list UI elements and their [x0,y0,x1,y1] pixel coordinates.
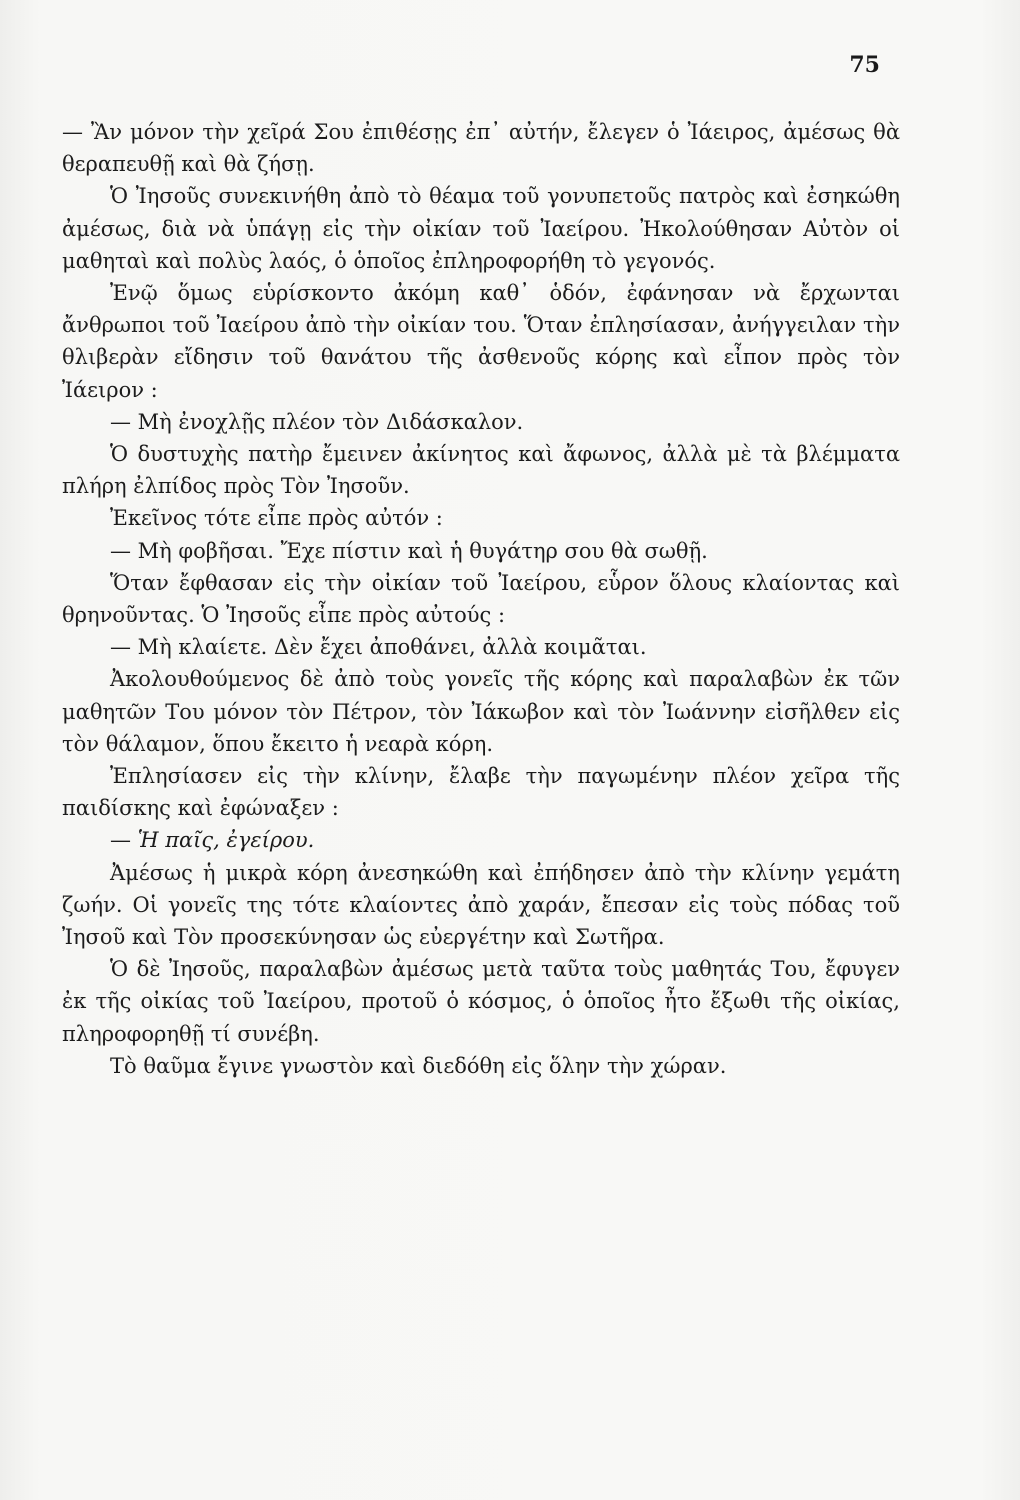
paragraph-13: Ἀμέσως ἡ μικρὰ κόρη ἀνεσηκώθη καὶ ἐπήδησεν ἀπὸ τὴν κλίνην γεμάτη ζωήν. Οἱ γονεῖς της τότε κλαίοντες ἀπὸ χαράν, ἔπεσαν εἰς τοὺς πόδας τοῦ Ἰησοῦ καὶ Τὸν προσεκύνησαν ὡς εὐεργέτην καὶ Σωτῆρα. [62,860,900,950]
dash-mark: — [110,828,131,853]
page-number: 75 [849,52,880,78]
paragraph-12 [62,824,900,856]
paragraph-6: Ἐκεῖνος τότε εἶπε πρὸς αὐτόν : [110,506,443,531]
paragraph-9: — Μὴ κλαίετε. Δὲν ἔχει ἀποθάνει, ἀλλὰ κοιμᾶται. [110,635,647,660]
paragraph-2: Ὁ Ἰησοῦς συνεκινήθη ἀπὸ τὸ θέαμα τοῦ γονυπετοῦς πατρὸς καὶ ἐσηκώθη ἀμέσως, διὰ νὰ ὑπάγῃ εἰς τὴν οἰκίαν τοῦ Ἰαείρου. Ἠκολούθησαν Αὐτὸν οἱ μαθηταὶ καὶ πολὺς λαός, ὁ ὁποῖος ἐπληροφορήθη τὸ γεγονός. [62,184,900,273]
paragraph-1: — Ἂν μόνον τὴν χεῖρά Σου ἐπιθέσῃς ἐπ᾿ αὐτήν, ἔλεγεν ὁ Ἰάειρος, ἀμέσως θὰ θεραπευθῇ καὶ θὰ ζήσῃ. [62,120,900,177]
paragraph-11: Ἐπλησίασεν εἰς τὴν κλίνην, ἔλαβε τὴν παγωμένην πλέον χεῖρα τῆς παιδίσκης καὶ ἐφώναξεν : [62,764,900,821]
paragraph-4: — Μὴ ἐνοχλῇς πλέον τὸν Διδάσκαλον. [110,409,524,434]
paragraph-3: Ἐνῷ ὅμως εὑρίσκοντο ἀκόμη καθ᾿ ὁδόν, ἐφάνησαν νὰ ἔρχωνται ἄνθρωποι τοῦ Ἰαείρου ἀπὸ τὴν οἰκίαν του. Ὅταν ἐπλησίασαν, ἀνήγγειλαν τὴν θλιβερὰν εἴδησιν τοῦ θανάτου τῆς ἀσθενοῦς κόρης καὶ εἶπον πρὸς τὸν Ἰάειρον : [62,281,900,402]
italic-quote: Ἡ παῖς, ἐγείρου. [137,828,315,853]
paragraph-7: — Μὴ φοβῆσαι. Ἔχε πίστιν καὶ ἡ θυγάτηρ σου θὰ σωθῇ. [110,538,708,563]
paragraph-10: Ἀκολουθούμενος δὲ ἀπὸ τοὺς γονεῖς τῆς κόρης καὶ παραλαβὼν ἐκ τῶν μαθητῶν Του μόνον τὸν Πέτρον, τὸν Ἰάκωβον καὶ τὸν Ἰωάννην εἰσῆλθεν εἰς τὸν θάλαμον, ὅπου ἔκειτο ἡ νεαρὰ κόρη. [62,667,900,756]
body-text [62,116,900,1082]
paragraph-15: Τὸ θαῦμα ἔγινε γνωστὸν καὶ διεδόθη εἰς ὅλην τὴν χώραν. [110,1053,727,1078]
paragraph-5: Ὁ δυστυχὴς πατὴρ ἔμεινεν ἀκίνητος καὶ ἄφωνος, ἀλλὰ μὲ τὰ βλέμματα πλήρη ἐλπίδος πρὸς Τὸν Ἰησοῦν. [62,442,900,499]
paragraph-8: Ὅταν ἔφθασαν εἰς τὴν οἰκίαν τοῦ Ἰαείρου, εὗρον ὅλους κλαίοντας καὶ θρηνοῦντας. Ὁ Ἰησοῦς εἶπε πρὸς αὐτούς : [62,570,900,628]
paragraph-14: Ὁ δὲ Ἰησοῦς, παραλαβὼν ἀμέσως μετὰ ταῦτα τοὺς μαθητάς Του, ἔφυγεν ἐκ τῆς οἰκίας τοῦ Ἰαείρου, προτοῦ ὁ κόσμος, ὁ ὁποῖος ἦτο ἔξωθι τῆς οἰκίας, πληροφορηθῇ τί συνέβη. [62,957,900,1046]
